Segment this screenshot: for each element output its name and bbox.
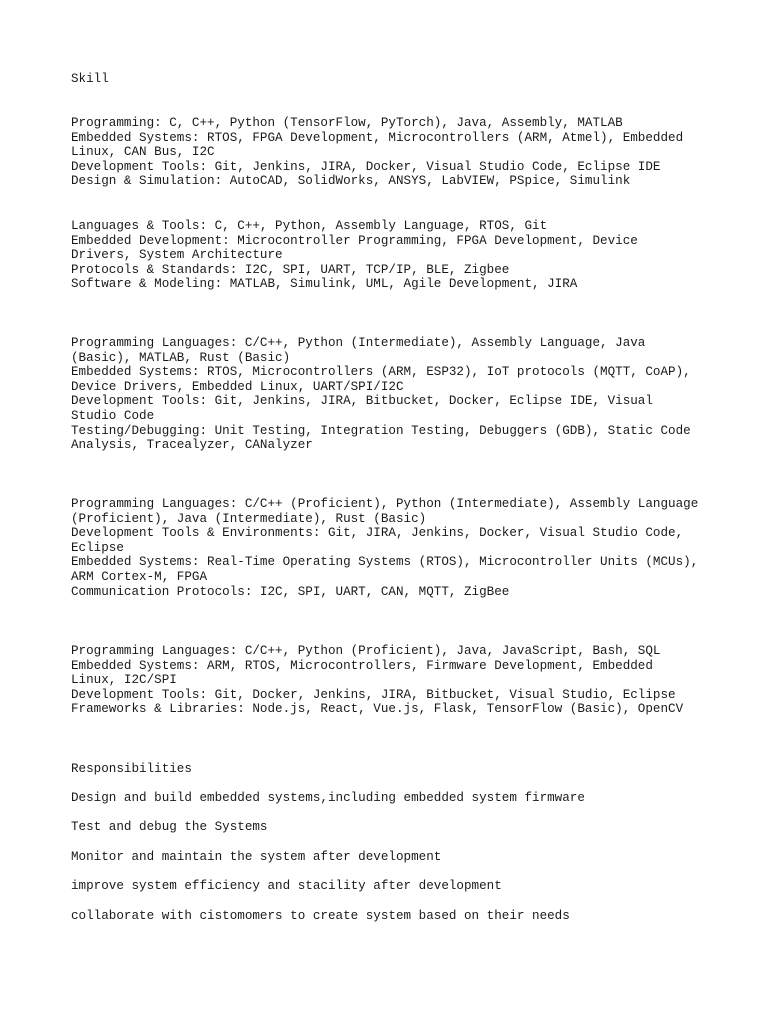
responsibility-item: collaborate with cistomomers to create system based on their needs — [71, 909, 570, 923]
skill-line: Embedded Systems: RTOS, Microcontrollers (ARM, ESP32), IoT protocols (MQTT, CoAP), — [71, 365, 691, 380]
skill-line: Testing/Debugging: Unit Testing, Integration Testing, Debuggers (GDB), Static Code — [71, 423, 691, 438]
skill-line: Linux, I2C/SPI — [71, 673, 177, 688]
skill-block-3 — [71, 336, 711, 453]
responsibility-item: improve system efficiency and stacility after development — [71, 879, 502, 893]
skill-line: Development Tools: Git, Jenkins, JIRA, Bitbucket, Docker, Eclipse IDE, Visual — [71, 394, 653, 409]
skill-block-2 — [71, 219, 711, 292]
responsibility-item: Test and debug the Systems — [71, 820, 268, 834]
skill-block-5 — [71, 644, 711, 717]
responsibility-item: Monitor and maintain the system after development — [71, 850, 442, 864]
skill-line: Embedded Development: Microcontroller Programming, FPGA Development, Device — [71, 233, 638, 248]
skill-line: Programming Languages: C/C++, Python (Intermediate), Assembly Language, Java — [71, 336, 646, 350]
skill-line: Studio Code — [71, 408, 155, 423]
skill-line: Frameworks & Libraries: Node.js, React, Vue.js, Flask, TensorFlow (Basic), OpenCV — [71, 702, 684, 717]
skill-line: Programming: C, C++, Python (TensorFlow, PyTorch), Java, Assembly, MATLAB — [71, 116, 623, 130]
skill-block-1 — [71, 116, 711, 189]
skill-line: Languages & Tools: C, C++, Python, Assembly Language, RTOS, Git — [71, 219, 548, 233]
skill-heading: Skill — [71, 72, 109, 86]
skill-line: Analysis, Tracealyzer, CANalyzer — [71, 438, 313, 453]
skill-line: Software & Modeling: MATLAB, Simulink, UML, Agile Development, JIRA — [71, 277, 578, 292]
skill-line: Embedded Systems: ARM, RTOS, Microcontrollers, Firmware Development, Embedded — [71, 658, 653, 673]
skill-line: Linux, CAN Bus, I2C — [71, 145, 215, 160]
skill-line: (Basic), MATLAB, Rust (Basic) — [71, 350, 291, 365]
skill-line: (Proficient), Java (Intermediate), Rust (Basic) — [71, 511, 427, 526]
skill-line: Development Tools: Git, Docker, Jenkins, JIRA, Bitbucket, Visual Studio, Eclipse — [71, 687, 676, 702]
responsibilities-heading: Responsibilities — [71, 762, 192, 776]
skill-line: ARM Cortex-M, FPGA — [71, 569, 208, 584]
skill-block-4 — [71, 497, 711, 599]
responsibility-item: Design and build embedded systems,including embedded system firmware — [71, 791, 585, 805]
skill-line: Communication Protocols: I2C, SPI, UART, CAN, MQTT, ZigBee — [71, 584, 510, 599]
skill-line: Drivers, System Architecture — [71, 248, 283, 263]
skill-line: Protocols & Standards: I2C, SPI, UART, TCP/IP, BLE, Zigbee — [71, 262, 510, 277]
skill-line: Programming Languages: C/C++ (Proficient), Python (Intermediate), Assembly Language — [71, 497, 699, 511]
skill-line: Embedded Systems: RTOS, FPGA Development, Microcontrollers (ARM, Atmel), Embedded — [71, 130, 684, 145]
skill-line: Development Tools: Git, Jenkins, JIRA, Docker, Visual Studio Code, Eclipse IDE — [71, 159, 661, 174]
skill-line: Development Tools & Environments: Git, JIRA, Jenkins, Docker, Visual Studio Code, — [71, 526, 684, 541]
skill-line: Eclipse — [71, 540, 124, 555]
skill-line: Design & Simulation: AutoCAD, SolidWorks, ANSYS, LabVIEW, PSpice, Simulink — [71, 174, 631, 189]
skill-line: Embedded Systems: Real-Time Operating Systems (RTOS), Microcontroller Units (MCUs), — [71, 555, 699, 570]
skill-line: Device Drivers, Embedded Linux, UART/SPI/I2C — [71, 379, 404, 394]
skill-line: Programming Languages: C/C++, Python (Proficient), Java, JavaScript, Bash, SQL — [71, 644, 661, 658]
